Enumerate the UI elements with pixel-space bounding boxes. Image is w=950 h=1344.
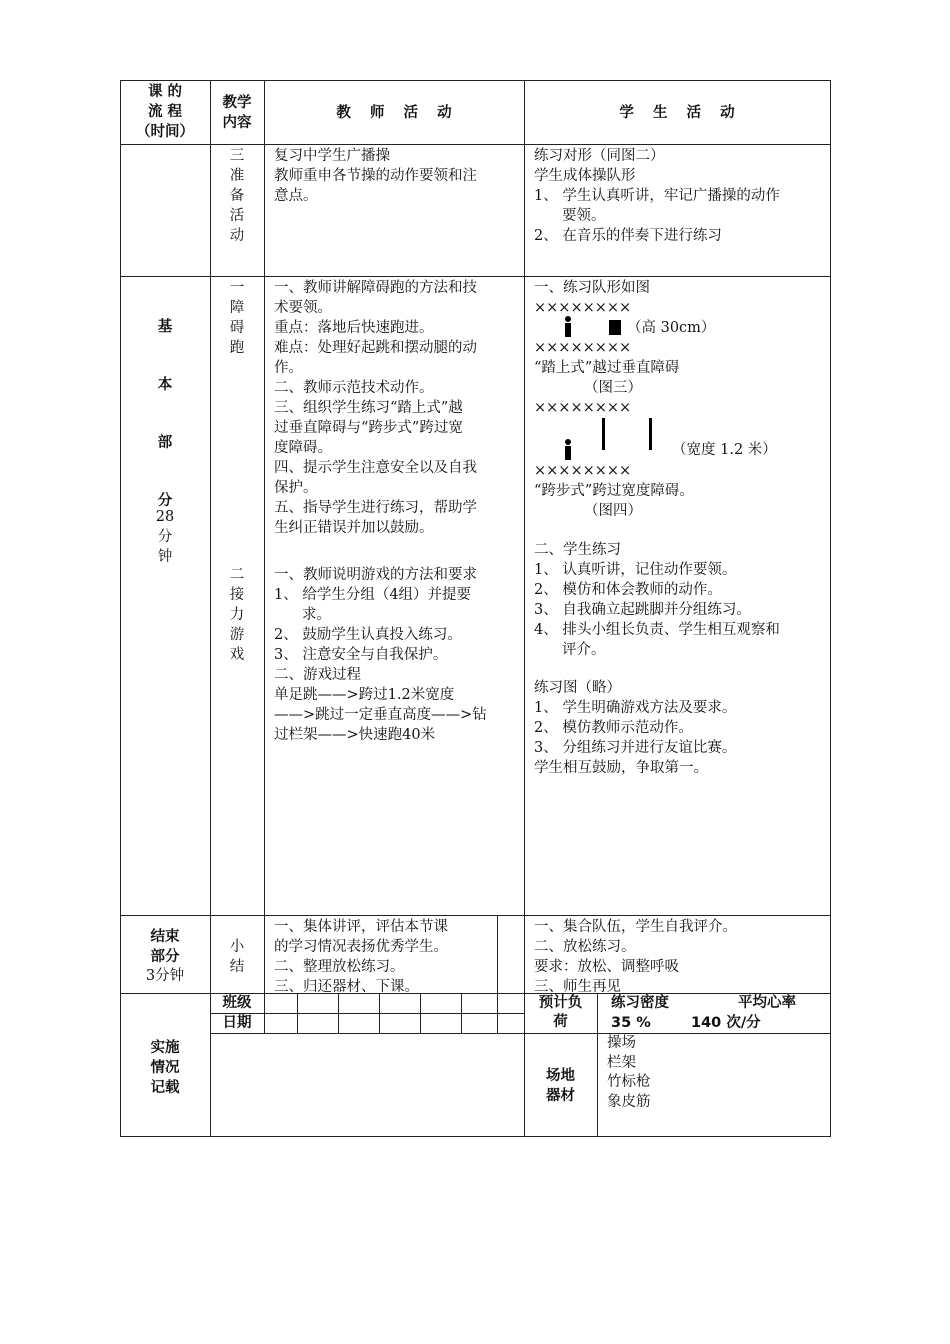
person-head-icon (565, 316, 571, 322)
figure-width-label: （宽度 1.2 米） (672, 442, 777, 458)
basic-student-game: 练习图（略） 1、 学生明确游戏方法及要求。 2、 模仿教师示范动作。 3、 分组练习并进行友谊比赛。 学生相互鼓励，争取第一。 (534, 680, 737, 776)
header-teacher-activity: 教 师 活 动 (336, 105, 452, 121)
basic-content-relay: 二 接 力 游 戏 (229, 567, 245, 663)
prep-teacher: 复习中学生广播操 教师重申各节操的动作要领和注 意点。 (274, 148, 477, 204)
header-process-time: 课 的 流 程 （时间） (136, 84, 194, 140)
basic-teacher-hurdle: 一、教师讲解障碍跑的方法和技 术要领。 重点：落地后快速跑进。 难点：处理好起跳和摆动腿的动 作。 二、教师示范技术动作。 三、组织学生练习“踏上式”越 过垂直障碍与“跨步式”跨过宽 度障碍。 四、提示学生注意安全以及自我 保护。 五、指导学生进行练习，帮助学 生纠正错误并加以鼓励。 (274, 280, 477, 536)
impl-density-label: 练习密度 (611, 995, 669, 1011)
impl-label: 实施 情况 记载 (150, 1040, 180, 1096)
header-content: 教学 内容 (222, 95, 252, 131)
impl-class-label: 班级 (222, 995, 252, 1011)
figure-width-hurdle (562, 414, 662, 462)
impl-heart-value: 140 次/分 (691, 1015, 761, 1031)
impl-density-value: 35 % (611, 1015, 651, 1031)
width-bar-left-icon (602, 418, 605, 450)
person-head-icon (565, 439, 571, 445)
basic-student-width: ×××××××× “跨步式”跨过宽度障碍。 （图四） (534, 463, 694, 519)
impl-equipment-list: 操场 栏架 竹标枪 象皮筋 (607, 1035, 651, 1110)
basic-section-label: 基 本 部 分 (157, 319, 173, 509)
prep-student: 练习对形（同图二） 学生成体操队形 1、 学生认真听讲，牢记广播操的动作 要领。 2、 在音乐的伴奏下进行练习 (534, 148, 780, 244)
header-student-activity: 学 生 活 动 (619, 105, 735, 121)
hurdle-block-icon (609, 320, 621, 335)
figure-height-label: （高 30cm） (627, 320, 716, 336)
end-time: 3分钟 (145, 968, 185, 984)
impl-date-label: 日期 (222, 1015, 252, 1031)
impl-venue-label: 场地 器材 (546, 1068, 575, 1104)
basic-time: 28 分 钟 (155, 509, 175, 565)
basic-content-hurdle: 一 障 碍 跑 (229, 280, 245, 356)
width-bar-right-icon (649, 418, 652, 450)
basic-student-practice: 二、学生练习 1、 认真听讲，记住动作要领。 2、 模仿和体会教师的动作。 3、 自我确立起跳脚并分组练习。 4、 排头小组长负责、学生相互观察和 评介。 (534, 542, 780, 658)
person-body-icon (565, 323, 571, 337)
figure-vertical-hurdle (562, 315, 632, 339)
person-body-icon (565, 446, 571, 460)
impl-heart-label: 平均心率 (738, 995, 796, 1011)
basic-student-vertical: ×××××××× “踏上式”越过垂直障碍 （图三） ×××××××× (534, 340, 680, 416)
basic-teacher-relay: 一、教师说明游戏的方法和要求 1、 给学生分组（4组）并提要 求。 2、 鼓励学生认真投入练习。 3、 注意安全与自我保护。 二、游戏过程 单足跳——>跨过1.2米宽度 ——>跳过一定垂直高度——>钻 过栏架——>快速跑40米 (274, 567, 487, 743)
end-section-label: 结束 部分 (150, 929, 180, 965)
end-teacher: 一、集体讲评，评估本节课 的学习情况表扬优秀学生。 二、整理放松练习。 三、归还器材、下课。 (274, 919, 448, 995)
impl-load-label: 预计负 荷 (538, 995, 583, 1030)
basic-student-formation: 一、练习队形如图 ×××××××× (534, 280, 650, 316)
end-student: 一、集合队伍，学生自我评介。 二、放松练习。 要求：放松、调整呼吸 三、师生再见 (534, 919, 737, 995)
end-content: 小 结 (229, 939, 245, 975)
prep-content: 三 准 备 活 动 (229, 148, 245, 244)
